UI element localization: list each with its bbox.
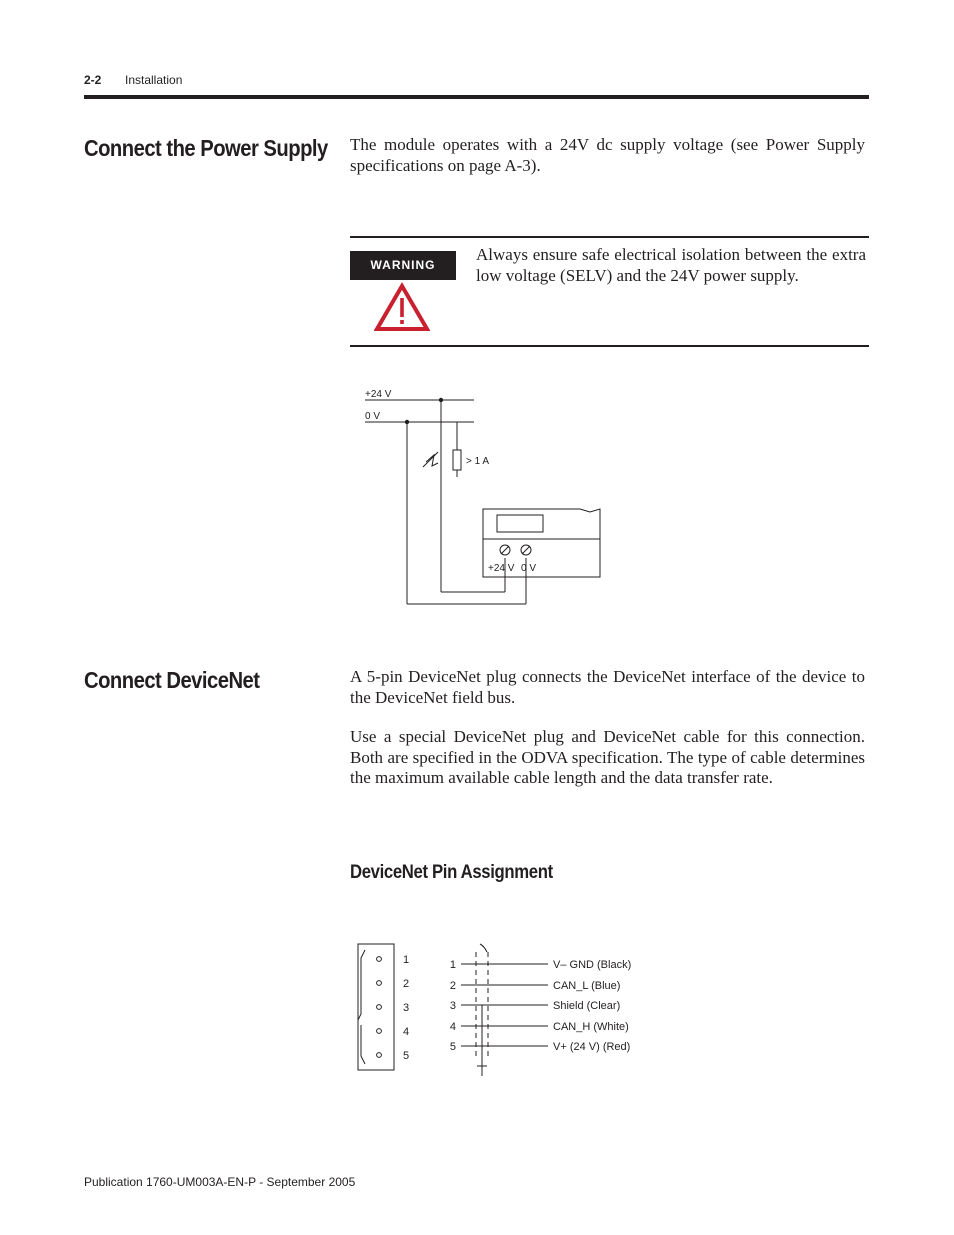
plug-pin-number: 3 xyxy=(403,1002,410,1014)
wire-signal-label: V+ (24 V) (Red) xyxy=(553,1041,631,1053)
plug-pin-number: 5 xyxy=(403,1050,410,1062)
wire-signal-label: Shield (Clear) xyxy=(553,1000,621,1012)
wire-pin-number: 1 xyxy=(449,959,456,971)
section-title: Installation xyxy=(125,73,183,87)
terminal-plus-label: +24 V xyxy=(488,563,515,574)
terminal-zero-label: 0 V xyxy=(521,563,537,574)
plug-pin-number: 2 xyxy=(403,978,410,990)
warning-text: Always ensure safe electrical isolation between the extra low voltage (SELV) and the 24V power supply. xyxy=(476,245,866,285)
power-paragraph: The module operates with a 24V dc supply voltage (see Power Supply specifications on page A-3). xyxy=(350,135,865,175)
wire-pin-number: 2 xyxy=(449,980,456,992)
devicenet-heading: Connect DeviceNet xyxy=(84,667,260,693)
warning-badge: WARNING xyxy=(350,251,456,280)
wire-pin-number: 5 xyxy=(449,1041,456,1053)
power-heading: Connect the Power Supply xyxy=(84,135,328,161)
wire-signal-label: V– GND (Black) xyxy=(553,959,632,971)
plug-pin-number: 4 xyxy=(403,1026,410,1038)
plug-pin-number: 1 xyxy=(403,954,410,966)
page-number: 2-2 xyxy=(84,73,102,87)
wire-pin-number: 3 xyxy=(449,1000,456,1012)
fuse-label: > 1 A xyxy=(466,456,490,467)
rail-plus-label: +24 V xyxy=(365,389,392,400)
publication-footer: Publication 1760-UM003A-EN-P - September 2005 xyxy=(84,1175,356,1189)
devicenet-paragraph-1: A 5-pin DeviceNet plug connects the DeviceNet interface of the device to the DeviceNet field bus. xyxy=(350,667,865,707)
wire-signal-label: CAN_L (Blue) xyxy=(553,980,621,992)
wire-pin-number: 4 xyxy=(449,1021,456,1033)
wire-signal-label: CAN_H (White) xyxy=(553,1021,629,1033)
pin-assignment-heading: DeviceNet Pin Assignment xyxy=(350,862,553,883)
rail-zero-label: 0 V xyxy=(365,411,381,422)
devicenet-paragraph-2: Use a special DeviceNet plug and DeviceNet cable for this connection. Both are specified in the ODVA specification. The type of cable determines the maximum available cable length and the data transfer rate. xyxy=(350,727,865,787)
